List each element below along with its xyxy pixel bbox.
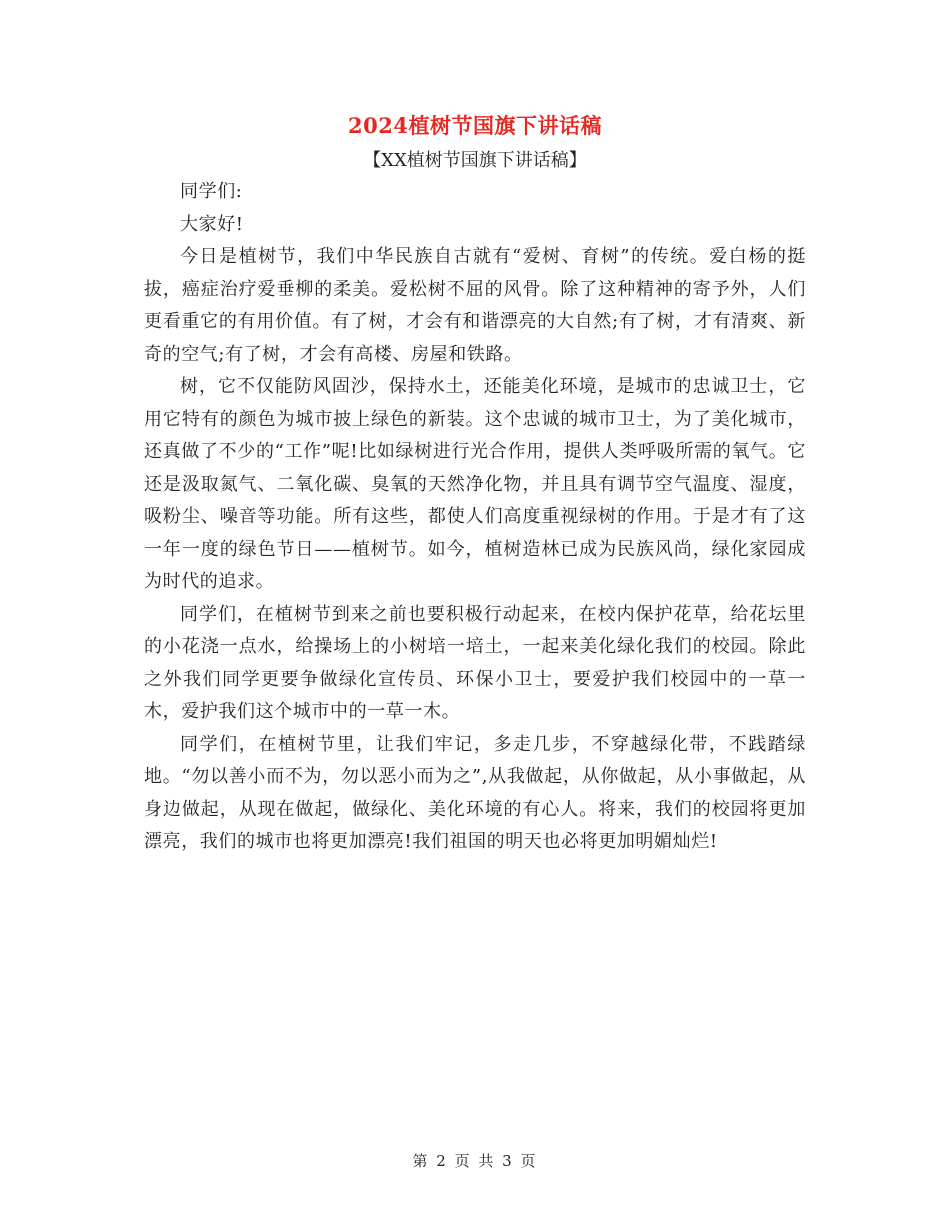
salutation: 同学们: <box>180 181 243 202</box>
document-title: 2024植树节国旗下讲话稿 <box>348 113 602 138</box>
body-paragraph: 同学们，在植树节到来之前也要积极行动起来，在校内保护花草，给花坛里的小花浇一点水，给操场上的小树培一培土，一起来美化绿化我们的校园。除此之外我们同学更要争做绿化宣传员、环保小卫士，要爱护我们校园中的一草一木，爱护我们这个城市中的一草一木。 <box>144 603 806 722</box>
document-subtitle: 【XX植树节国旗下讲话稿】 <box>363 150 587 171</box>
page-number: 第 2 页 共 3 页 <box>412 1152 538 1170</box>
body-paragraph: 今日是植树节，我们中华民族自古就有“爱树、育树”的传统。爱白杨的挺拔，癌症治疗爱垂柳的柔美。爱松树不屈的风骨。除了这种精神的寄予外，人们更看重它的有用价值。有了树，才会有和谐漂亮的大自然;有了树，才有清爽、新奇的空气;有了树，才会有高楼、房屋和铁路。 <box>144 246 806 365</box>
greeting: 大家好! <box>180 213 244 235</box>
body-paragraph: 同学们，在植树节里，让我们牢记，多走几步，不穿越绿化带，不践踏绿地。“勿以善小而不为，勿以恶小而为之”,从我做起，从你做起，从小事做起，从身边做起，从现在做起，做绿化、美化环境的有心人。将来，我们的校园将更加漂亮，我们的城市也将更加漂亮!我们祖国的明天也必将更加明媚灿烂! <box>144 733 806 852</box>
document-body <box>144 176 806 859</box>
body-paragraph: 树，它不仅能防风固沙，保持水土，还能美化环境，是城市的忠诚卫士，它用它特有的颜色为城市披上绿色的新装。这个忠诚的城市卫士，为了美化城市，还真做了不少的“工作”呢!比如绿树进行光合作用，提供人类呼吸所需的氧气。它还是汲取氮气、二氧化碳、臭氧的天然净化物，并且具有调节空气温度、湿度，吸粉尘、噪音等功能。所有这些，都使人们高度重视绿树的作用。于是才有了这一年一度的绿色节日——植树节。如今，植树造林已成为民族风尚，绿化家园成为时代的追求。 <box>144 376 806 592</box>
